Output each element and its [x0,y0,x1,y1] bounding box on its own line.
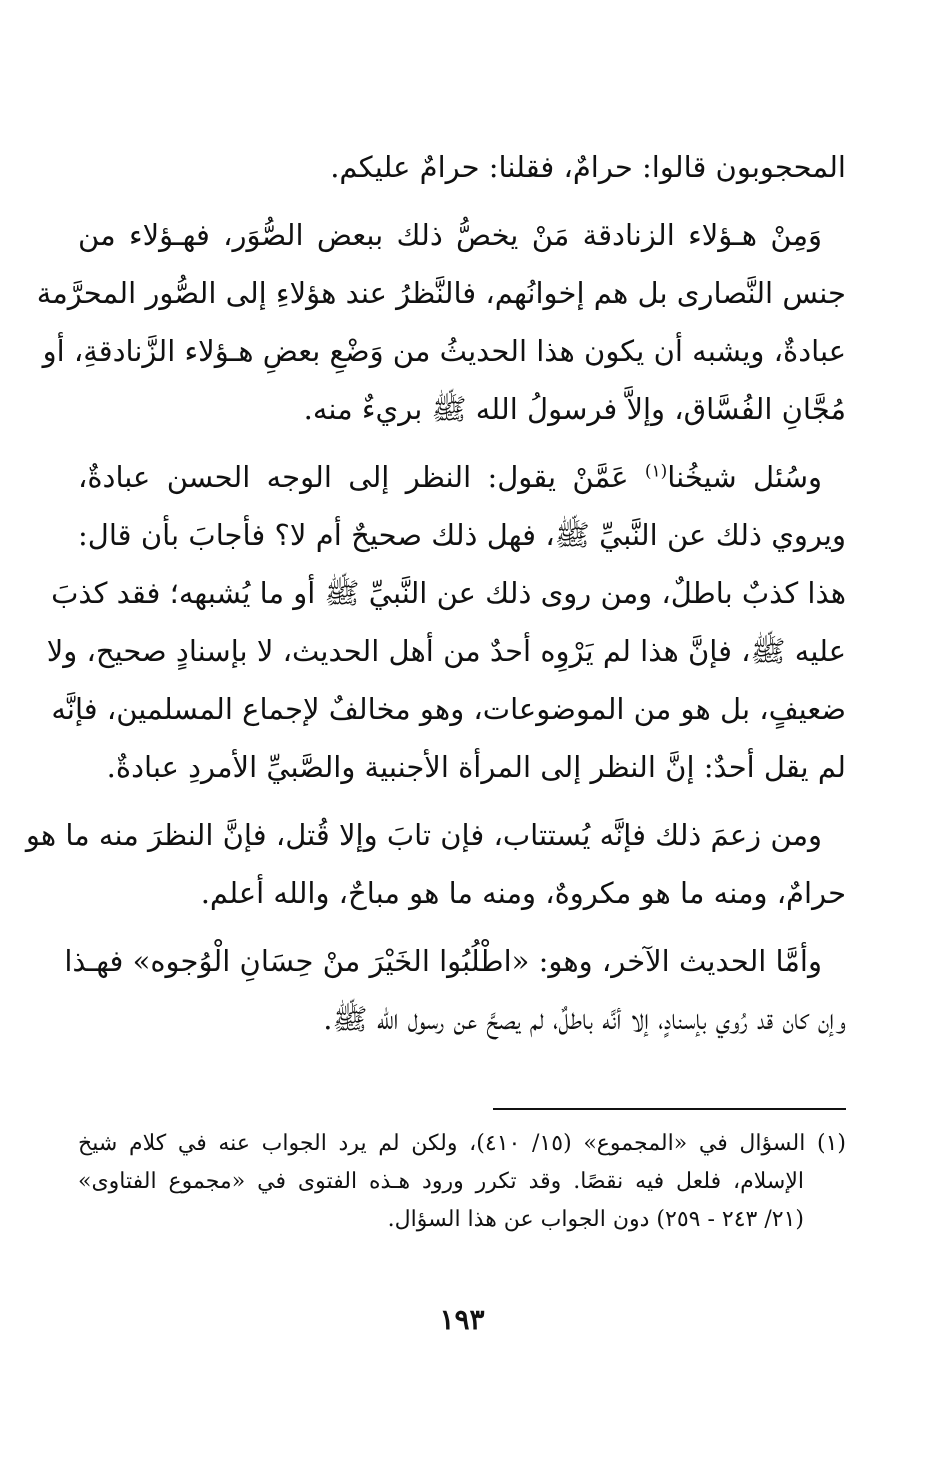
paragraph-1 [78,138,846,196]
paragraph-2 [36,206,846,438]
text-line: حرامٌ، ومنه ما هو مكروهٌ، ومنه ما هو مباحٌ، والله أعلم. [200,876,846,910]
footnote-line: (١) السؤال في «المجموع» (١٥/ ٤١٠)، ولكن لم يرد الجواب عنه في كلام شيخ [78,1131,846,1156]
book-page [25,138,846,1465]
text-line: لم يقل أحدٌ: إنَّ النظر إلى المرأة الأجنبية والصَّبيِّ الأمردِ عبادةٌ. [106,750,846,784]
paragraph-3 [46,448,846,796]
text-line: وإن كان قد رُوي بإسنادٍ، إلا أنَّه باطلٌ، لم يصحَّ عن رسول الله ﷺ. [323,1002,846,1036]
text-line: وأمَّا الحديث الآخر، وهو: «اطْلُبُوا الخَيْرَ منْ حِسَانِ الْوُجوه» فهـذا [64,944,822,978]
text-line: المحجوبون قالوا: حرامٌ، فقلنا: حرامٌ عليكم. [330,150,846,184]
main-text [25,138,846,1048]
text-line: ويروي ذلك عن النَّبيِّ ﷺ، فهل ذلك صحيحٌ أم لا؟ فأجابَ بأن قال: [78,518,846,552]
footnote-line: الإسلام، فلعل فيه نقصًا. وقد تكرر ورود هـذه الفتوى في «مجموع الفتاوى» [78,1169,804,1194]
paragraph-4 [25,806,846,922]
footnote-line: (٢١/ ٢٤٣ - ٢٥٩) دون الجواب عن هذا السؤال. [387,1207,804,1232]
text-line: هذا كذبٌ باطلٌ، ومن روى ذلك عن النَّبيِّ ﷺ أو ما يُشبهه؛ فقد كذبَ [51,576,846,610]
text-line: عليه ﷺ، فإنَّ هذا لم يَرْوِه أحدٌ من أهل الحديث، لا بإسنادٍ صحيح، ولا [46,634,846,668]
footnote-marker: (١) [644,461,668,482]
text-line [78,448,846,506]
footnote-1 [78,1125,846,1239]
text-line: مُجَّانِ الفُسَّاق، وإلاَّ فرسولُ الله ﷺ بريءٌ منه. [303,392,846,426]
text-line: جنس النَّصارى بل هم إخوانُهم، فالنَّظرُ عند هؤلاءِ إلى الصُّور المحرَّمة [36,276,846,310]
text-line: ضعيفٍ، بل هو من الموضوعات، وهو مخالفٌ لإجماع المسلمين، فإنَّه [51,692,846,726]
text-line: وَمِنْ هـؤلاء الزنادقة مَنْ يخصُّ ذلك ببعض الصُّوَر، فهـؤلاء من [78,218,822,252]
paragraph-5 [64,932,846,1048]
footnote-divider [493,1108,846,1110]
text-line: ومن زعمَ ذلك فإنَّه يُستتاب، فإن تابَ وإلا قُتل، فإنَّ النظرَ منه ما هو [25,818,822,852]
text-segment: عَمَّنْ يقول: النظر إلى الوجه الحسن عبادةٌ، [78,460,629,494]
text-line: عبادةٌ، ويشبه أن يكون هذا الحديثُ من وَضْعِ بعضِ هـؤلاء الزَّنادقةِ، أو [42,334,846,368]
page-number: ١٩٣ [439,1303,485,1336]
footnotes [78,1125,846,1239]
text-segment: وسُئل شيخُنا [667,460,822,494]
